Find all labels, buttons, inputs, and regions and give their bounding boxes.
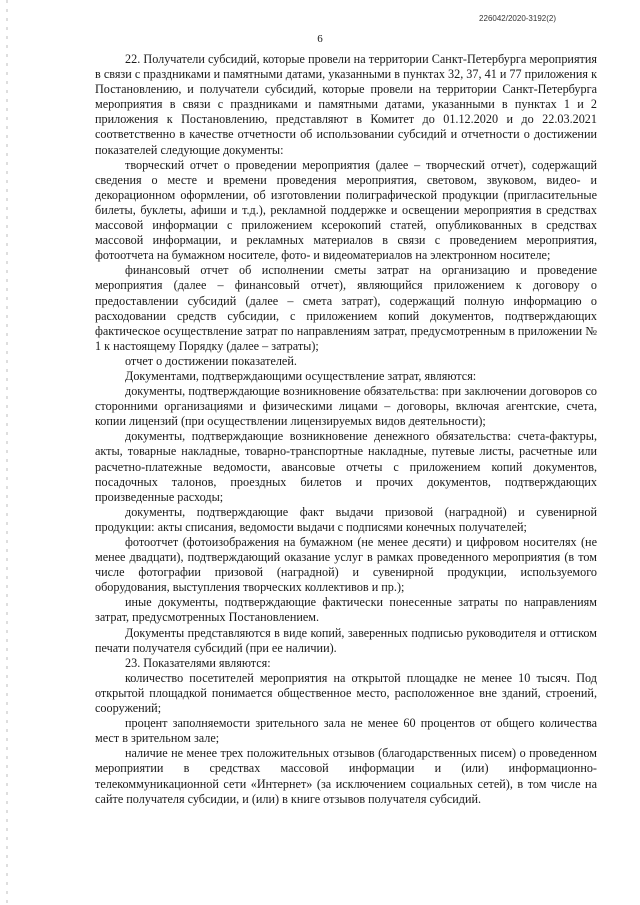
paragraph-obligation-documents: документы, подтверждающие возникновение обязательства: при заключении договоров со сторонними организациями и физическими лицами – договоры, включая агентские, счета, копии лицензий (при осуществлении лицензируемых видов деятельности);	[95, 384, 597, 429]
document-body	[95, 52, 597, 807]
paragraph-clause-23: 23. Показателями являются:	[125, 655, 271, 670]
paragraph-expense-documents-intro: Документами, подтверждающими осуществление затрат, являются:	[125, 368, 477, 383]
paragraph-photo-report: фотоотчет (фотоизображения на бумажном (не менее десяти) и цифровом носителях (не менее двадцати), подтверждающий оказание услуг в рамках проведенного мероприятия (в том числе фотографии призовой (наградной) и сувенирной продукции, используемого оборудования, выступления творческих коллективов и пр.);	[95, 535, 597, 595]
paragraph-other-documents: иные документы, подтверждающие фактически понесенные затраты по направлениям затрат, предусмотренных Постановлением.	[95, 595, 597, 625]
paragraph-clause-22: 22. Получатели субсидий, которые провели на территории Санкт-Петербурга мероприятия в связи с праздниками и памятными датами, указанными в пунктах 32, 37, 41 и 77 приложения к Постановлению, и получатели субсидий, которые провели на территории Санкт-Петербурга мероприятия в связи с праздниками и памятными датами, указанными в пунктах 1 и 2 приложения к Постановлению, представляют в Комитет до 01.12.2020 и до 22.03.2021 соответственно в качестве отчетности об использовании субсидий и отчетности о достижении показателей следующие документы:	[95, 52, 597, 157]
paragraph-copies-certified: Документы представляются в виде копий, заверенных подписью руководителя и оттиском печати получателя субсидий (при ее наличии).	[95, 625, 597, 655]
paragraph-hall-occupancy-indicator: процент заполняемости зрительного зала не менее 60 процентов от общего количества мест в зрительном зале;	[95, 716, 597, 746]
paragraph-monetary-obligation-documents: документы, подтверждающие возникновение денежного обязательства: счета-фактуры, акты, товарные накладные, товарно-транспортные накладные, путевые листы, расчетные или расчетно-платежные ведомости, авансовые отчеты с приложением копий документов, посадочных талонов, проездных билетов и прочих документов, подтверждающих произведенные расходы;	[95, 429, 597, 504]
paragraph-creative-report: творческий отчет о проведении мероприятия (далее – творческий отчет), содержащий сведения о месте и времени проведения мероприятия, световом, звуковом, видео- и декорационном оформлении, об изготовлении полиграфической продукции (пригласительные билеты, буклеты, афиши и т.д.), рекламной поддержке и освещении мероприятия в средствах массовой информации с приложением ксерокопий статей, опубликованных в средствах массовой информации, и рекламных материалов в связи с проведением мероприятия, фотоотчета на бумажном носителе, фото- и видеоматериалов на электронном носителе;	[95, 157, 597, 263]
paragraph-financial-report: финансовый отчет об исполнении сметы затрат на организацию и проведение мероприятия (далее – финансовый отчет), являющийся приложением к договору о предоставлении субсидий (далее – смета затрат), содержащий полную информацию о расходовании средств субсидии, с приложением копий документов, подтверждающих фактическое осуществление затрат по направлениям затрат, предусмотренным в приложении № 1 к настоящему Порядку (далее – затраты);	[95, 263, 597, 353]
paragraph-prize-documents: документы, подтверждающие факт выдачи призовой (наградной) и сувенирной продукции: акты списания, ведомости выдачи с подписями конечных получателей;	[95, 504, 597, 534]
paragraph-indicators-report: отчет о достижении показателей.	[125, 353, 297, 368]
document-registration-number: 226042/2020-3192(2)	[479, 14, 556, 23]
paragraph-visitors-indicator: количество посетителей мероприятия на открытой площадке не менее 10 тысяч. Под открытой площадкой понимается общественное место, расположенное вне зданий, строений, сооружений;	[95, 670, 597, 716]
page-number: 6	[317, 33, 323, 45]
scan-edge-decoration	[6, 0, 8, 905]
paragraph-reviews-indicator: наличие не менее трех положительных отзывов (благодарственных писем) о проведенном мероприятии в средствах массовой информации и (или) информационно-телекоммуникационной сети «Интернет» (за исключением социальных сетей), в том числе на сайте получателя субсидии, и (или) в книге отзывов получателя субсидий.	[95, 746, 597, 806]
